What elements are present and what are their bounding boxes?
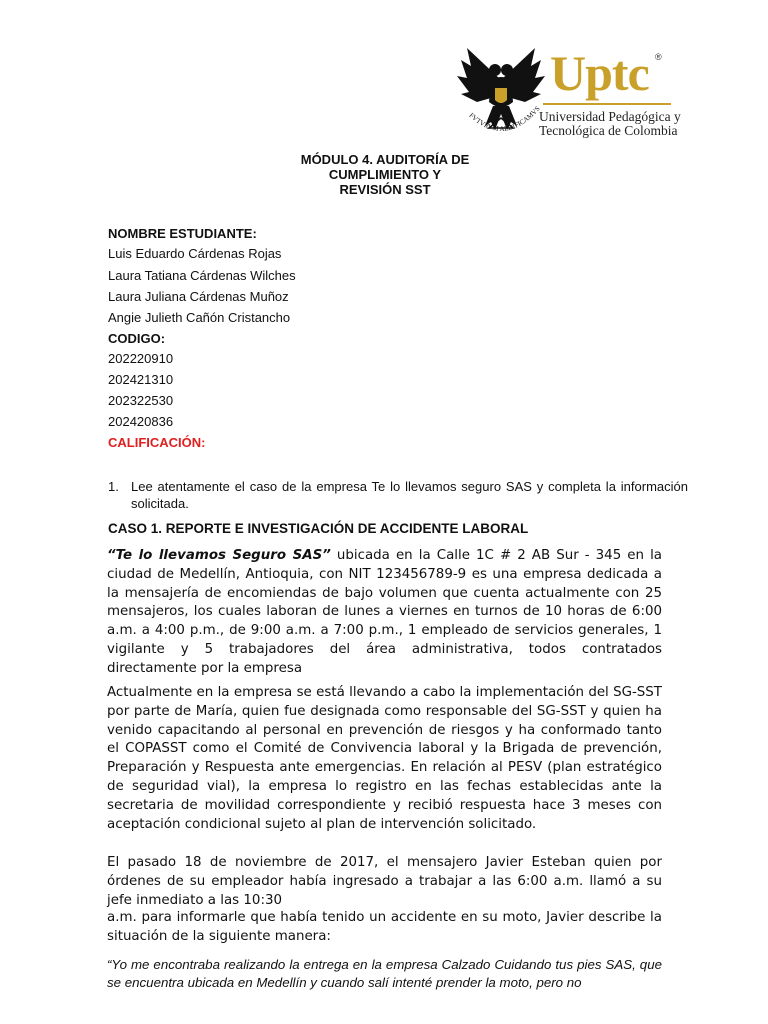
student-name-label: NOMBRE ESTUDIANTE: xyxy=(108,226,257,241)
code-4: 202420836 xyxy=(108,414,174,429)
instruction-text: Lee atentamente el caso de la empresa Te lo llevamos seguro SAS y completa la información solicitada. xyxy=(131,479,688,511)
university-logo xyxy=(455,40,685,144)
title-line1: MÓDULO 4. AUDITORÍA DE xyxy=(300,152,470,167)
case-paragraph-2: Actualmente en la empresa se está llevando a cabo la implementación del SG-SST por parte de María, quien fue designada como responsable del SG-SST y quien ha venido capacitando al personal en prevención de riesgos y ha conformado tanto el COPASST como el Comité de Convivencia laboral y la Brigada de prevención, Preparación y Respuesta ante emergencias. En relación al PESV (plan estratégico de seguridad vial), la empresa lo registro en las fechas establecidas ante la secretaria de movilidad correspondiente y recibió respuesta hace 3 meses con aceptación condicional sujeto al plan de intervención solicitado. xyxy=(107,685,662,832)
instruction-item xyxy=(108,478,688,512)
grade-label: CALIFICACIÓN: xyxy=(108,435,206,450)
logo-divider xyxy=(543,103,671,105)
student-name-2: Laura Tatiana Cárdenas Wilches xyxy=(108,268,296,283)
student-name-4: Angie Julieth Cañón Cristancho xyxy=(108,310,291,325)
university-name-line2: Tecnológica de Colombia xyxy=(539,123,678,138)
code-3: 202322530 xyxy=(108,393,174,408)
uptc-wordmark: Uptc xyxy=(550,45,649,101)
university-name-line1: Universidad Pedagógica y xyxy=(539,109,681,124)
case-paragraph-3b: a.m. para informarle que había tenido un accidente en su moto, Javier describe la situación de la siguiente manera: xyxy=(107,910,662,944)
document-title xyxy=(240,152,530,197)
code-label: CODIGO: xyxy=(108,331,166,346)
seal-motto: FVTVRVM AEDIFICAMVS xyxy=(467,104,542,134)
code-2: 202421310 xyxy=(108,372,174,387)
student-name-3: Laura Juliana Cárdenas Muñoz xyxy=(108,289,289,304)
case-paragraph-3a: El pasado 18 de noviembre de 2017, el mensajero Javier Esteban quien por órdenes de su empleador había ingresado a trabajar a las 6:00 a.m. llamó a su jefe inmediato a las 10:30 xyxy=(107,855,662,908)
case-paragraph-1-text: ubicada en la Calle 1C # 2 AB Sur - 345 en la ciudad de Medellín, Antioquia, con NIT 123456789-9 es una empresa dedicada a la mensajería de encomiendas de bajo volumen que cuenta actualmente con 25 mensajeros, los cuales laboran de lunes a viernes en turnos de 10 horas de 6:00 a.m. a 4:00 p.m., de 9:00 a.m. a 7:00 p.m., 1 empleado de servicios generales, 1 vigilante y 5 trabajadores del área administrativa, todos contratados directamente por la empresa xyxy=(107,548,662,676)
code-1: 202220910 xyxy=(108,351,174,366)
case-heading: CASO 1. REPORTE E INVESTIGACIÓN DE ACCIDENTE LABORAL xyxy=(108,521,529,536)
student-name-1: Luis Eduardo Cárdenas Rojas xyxy=(108,246,282,261)
registered-mark: ® xyxy=(655,52,662,62)
title-line3: REVISIÓN SST xyxy=(339,182,431,197)
instruction-number: 1. xyxy=(108,479,119,494)
title-line2: CUMPLIMIENTO Y xyxy=(328,167,442,182)
eagle-seal-icon xyxy=(455,40,547,144)
case-paragraph-1 xyxy=(107,547,662,679)
testimony-quote: “Yo me encontraba realizando la entrega en la empresa Calzado Cuidando tus pies SAS, que se encuentra ubicada en Medellín y cuando salí intenté prender la moto, pero no xyxy=(107,957,662,990)
company-name: “Te lo llevamos Seguro SAS” xyxy=(107,548,331,563)
university-name xyxy=(539,110,681,138)
